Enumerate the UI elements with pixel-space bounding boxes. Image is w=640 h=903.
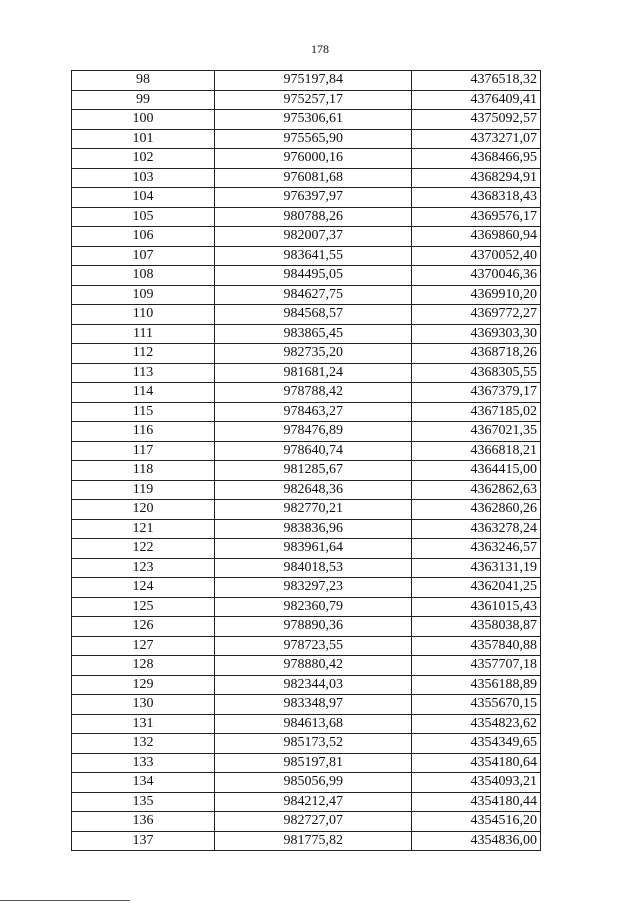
table-row <box>72 617 541 637</box>
x-coordinate-cell: 975197,84 <box>215 71 412 91</box>
table-row <box>72 344 541 364</box>
table-row <box>72 500 541 520</box>
x-coordinate-cell: 976397,97 <box>215 188 412 208</box>
table-row <box>72 402 541 422</box>
point-number-cell: 122 <box>72 539 215 559</box>
coordinates-table-body <box>72 71 541 851</box>
point-number-cell: 131 <box>72 714 215 734</box>
y-coordinate-cell: 4357707,18 <box>412 656 541 676</box>
point-number-cell: 136 <box>72 812 215 832</box>
table-row <box>72 285 541 305</box>
point-number-cell: 124 <box>72 578 215 598</box>
x-coordinate-cell: 985197,81 <box>215 753 412 773</box>
page-number: 178 <box>311 42 329 56</box>
table-row <box>72 461 541 481</box>
y-coordinate-cell: 4367021,35 <box>412 422 541 442</box>
table-row <box>72 246 541 266</box>
y-coordinate-cell: 4363246,57 <box>412 539 541 559</box>
y-coordinate-cell: 4355670,15 <box>412 695 541 715</box>
x-coordinate-cell: 984495,05 <box>215 266 412 286</box>
table-row <box>72 539 541 559</box>
point-number-cell: 137 <box>72 831 215 851</box>
x-coordinate-cell: 981285,67 <box>215 461 412 481</box>
point-number-cell: 119 <box>72 480 215 500</box>
x-coordinate-cell: 978890,36 <box>215 617 412 637</box>
point-number-cell: 130 <box>72 695 215 715</box>
table-row <box>72 558 541 578</box>
point-number-cell: 126 <box>72 617 215 637</box>
y-coordinate-cell: 4368466,95 <box>412 149 541 169</box>
x-coordinate-cell: 982007,37 <box>215 227 412 247</box>
table-row <box>72 656 541 676</box>
y-coordinate-cell: 4368718,26 <box>412 344 541 364</box>
x-coordinate-cell: 983836,96 <box>215 519 412 539</box>
x-coordinate-cell: 983297,23 <box>215 578 412 598</box>
point-number-cell: 127 <box>72 636 215 656</box>
x-coordinate-cell: 975565,90 <box>215 129 412 149</box>
table-row <box>72 519 541 539</box>
table-row <box>72 812 541 832</box>
y-coordinate-cell: 4367379,17 <box>412 383 541 403</box>
y-coordinate-cell: 4373271,07 <box>412 129 541 149</box>
point-number-cell: 107 <box>72 246 215 266</box>
x-coordinate-cell: 983865,45 <box>215 324 412 344</box>
x-coordinate-cell: 984212,47 <box>215 792 412 812</box>
point-number-cell: 117 <box>72 441 215 461</box>
point-number-cell: 103 <box>72 168 215 188</box>
point-number-cell: 120 <box>72 500 215 520</box>
point-number-cell: 111 <box>72 324 215 344</box>
table-row <box>72 266 541 286</box>
point-number-cell: 100 <box>72 110 215 130</box>
footer-rule <box>0 900 130 901</box>
table-row <box>72 129 541 149</box>
table-row <box>72 597 541 617</box>
y-coordinate-cell: 4363131,19 <box>412 558 541 578</box>
table-row <box>72 792 541 812</box>
x-coordinate-cell: 982770,21 <box>215 500 412 520</box>
x-coordinate-cell: 982735,20 <box>215 344 412 364</box>
table-row <box>72 207 541 227</box>
point-number-cell: 116 <box>72 422 215 442</box>
y-coordinate-cell: 4367185,02 <box>412 402 541 422</box>
table-row <box>72 305 541 325</box>
y-coordinate-cell: 4369772,27 <box>412 305 541 325</box>
point-number-cell: 99 <box>72 90 215 110</box>
y-coordinate-cell: 4354180,64 <box>412 753 541 773</box>
point-number-cell: 134 <box>72 773 215 793</box>
point-number-cell: 114 <box>72 383 215 403</box>
y-coordinate-cell: 4361015,43 <box>412 597 541 617</box>
y-coordinate-cell: 4362862,63 <box>412 480 541 500</box>
y-coordinate-cell: 4362860,26 <box>412 500 541 520</box>
y-coordinate-cell: 4369910,20 <box>412 285 541 305</box>
point-number-cell: 132 <box>72 734 215 754</box>
x-coordinate-cell: 980788,26 <box>215 207 412 227</box>
x-coordinate-cell: 976000,16 <box>215 149 412 169</box>
x-coordinate-cell: 978463,27 <box>215 402 412 422</box>
table-row <box>72 753 541 773</box>
table-row <box>72 714 541 734</box>
table-row <box>72 227 541 247</box>
x-coordinate-cell: 982344,03 <box>215 675 412 695</box>
point-number-cell: 109 <box>72 285 215 305</box>
y-coordinate-cell: 4363278,24 <box>412 519 541 539</box>
y-coordinate-cell: 4368294,91 <box>412 168 541 188</box>
point-number-cell: 123 <box>72 558 215 578</box>
point-number-cell: 125 <box>72 597 215 617</box>
table-row <box>72 110 541 130</box>
table-row <box>72 149 541 169</box>
point-number-cell: 121 <box>72 519 215 539</box>
coordinates-table <box>71 70 541 851</box>
y-coordinate-cell: 4368318,43 <box>412 188 541 208</box>
x-coordinate-cell: 984613,68 <box>215 714 412 734</box>
point-number-cell: 133 <box>72 753 215 773</box>
table-row <box>72 71 541 91</box>
x-coordinate-cell: 984568,57 <box>215 305 412 325</box>
x-coordinate-cell: 978640,74 <box>215 441 412 461</box>
table-row <box>72 90 541 110</box>
point-number-cell: 112 <box>72 344 215 364</box>
y-coordinate-cell: 4376409,41 <box>412 90 541 110</box>
x-coordinate-cell: 978788,42 <box>215 383 412 403</box>
x-coordinate-cell: 984627,75 <box>215 285 412 305</box>
table-row <box>72 695 541 715</box>
point-number-cell: 128 <box>72 656 215 676</box>
y-coordinate-cell: 4354093,21 <box>412 773 541 793</box>
point-number-cell: 98 <box>72 71 215 91</box>
x-coordinate-cell: 978723,55 <box>215 636 412 656</box>
x-coordinate-cell: 982648,36 <box>215 480 412 500</box>
y-coordinate-cell: 4369303,30 <box>412 324 541 344</box>
x-coordinate-cell: 983641,55 <box>215 246 412 266</box>
y-coordinate-cell: 4358038,87 <box>412 617 541 637</box>
y-coordinate-cell: 4354823,62 <box>412 714 541 734</box>
x-coordinate-cell: 978880,42 <box>215 656 412 676</box>
y-coordinate-cell: 4354349,65 <box>412 734 541 754</box>
x-coordinate-cell: 985056,99 <box>215 773 412 793</box>
table-row <box>72 168 541 188</box>
point-number-cell: 102 <box>72 149 215 169</box>
point-number-cell: 113 <box>72 363 215 383</box>
y-coordinate-cell: 4366818,21 <box>412 441 541 461</box>
point-number-cell: 101 <box>72 129 215 149</box>
point-number-cell: 115 <box>72 402 215 422</box>
y-coordinate-cell: 4369860,94 <box>412 227 541 247</box>
table-row <box>72 441 541 461</box>
y-coordinate-cell: 4376518,32 <box>412 71 541 91</box>
y-coordinate-cell: 4354180,44 <box>412 792 541 812</box>
x-coordinate-cell: 978476,89 <box>215 422 412 442</box>
point-number-cell: 104 <box>72 188 215 208</box>
point-number-cell: 129 <box>72 675 215 695</box>
table-row <box>72 831 541 851</box>
table-row <box>72 773 541 793</box>
y-coordinate-cell: 4362041,25 <box>412 578 541 598</box>
x-coordinate-cell: 983348,97 <box>215 695 412 715</box>
table-row <box>72 383 541 403</box>
x-coordinate-cell: 984018,53 <box>215 558 412 578</box>
table-row <box>72 578 541 598</box>
x-coordinate-cell: 976081,68 <box>215 168 412 188</box>
x-coordinate-cell: 985173,52 <box>215 734 412 754</box>
point-number-cell: 106 <box>72 227 215 247</box>
x-coordinate-cell: 982727,07 <box>215 812 412 832</box>
point-number-cell: 110 <box>72 305 215 325</box>
y-coordinate-cell: 4370046,36 <box>412 266 541 286</box>
table-row <box>72 480 541 500</box>
table-row <box>72 675 541 695</box>
y-coordinate-cell: 4369576,17 <box>412 207 541 227</box>
point-number-cell: 118 <box>72 461 215 481</box>
y-coordinate-cell: 4370052,40 <box>412 246 541 266</box>
table-row <box>72 324 541 344</box>
x-coordinate-cell: 975257,17 <box>215 90 412 110</box>
point-number-cell: 108 <box>72 266 215 286</box>
y-coordinate-cell: 4356188,89 <box>412 675 541 695</box>
x-coordinate-cell: 982360,79 <box>215 597 412 617</box>
point-number-cell: 135 <box>72 792 215 812</box>
x-coordinate-cell: 975306,61 <box>215 110 412 130</box>
y-coordinate-cell: 4375092,57 <box>412 110 541 130</box>
table-row <box>72 188 541 208</box>
y-coordinate-cell: 4357840,88 <box>412 636 541 656</box>
table-row <box>72 636 541 656</box>
x-coordinate-cell: 983961,64 <box>215 539 412 559</box>
table-row <box>72 734 541 754</box>
table-row <box>72 363 541 383</box>
point-number-cell: 105 <box>72 207 215 227</box>
x-coordinate-cell: 981681,24 <box>215 363 412 383</box>
x-coordinate-cell: 981775,82 <box>215 831 412 851</box>
y-coordinate-cell: 4354516,20 <box>412 812 541 832</box>
table-row <box>72 422 541 442</box>
y-coordinate-cell: 4354836,00 <box>412 831 541 851</box>
y-coordinate-cell: 4364415,00 <box>412 461 541 481</box>
y-coordinate-cell: 4368305,55 <box>412 363 541 383</box>
